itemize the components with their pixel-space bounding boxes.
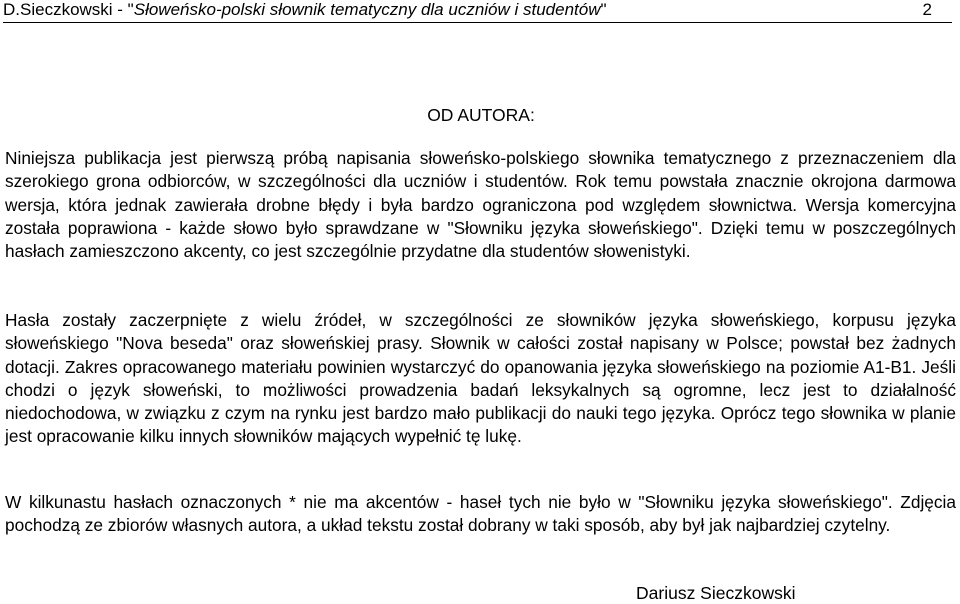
section-heading-text: OD AUTORA: [427, 105, 535, 125]
page-number: 2 [922, 0, 932, 19]
paragraph-intro: Niniejsza publikacja jest pierwszą próbą napisania słoweńsko-polskiego słownika tematycznego z przeznaczeniem dla szerokiego grona odbiorców, w szczególności dla uczniów i studentów. Rok temu powstała znacznie okrojona darmowa wersja, która jednak zawierała drobne błędy i była bardzo ograniczona pod względem słownictwa. Wersja komercyjna została poprawiona - każde słowo było sprawdzane w "Słowniku języka słoweńskiego". Dzięki temu w poszczególnych hasłach zamieszczono akcenty, co jest szczególnie przydatne dla studentów słowenistyki. [5, 148, 956, 262]
page-header [3, 0, 952, 23]
paragraph-notes: W kilkunastu hasłach oznaczonych * nie ma akcentów - haseł tych nie było w "Słowniku języka słoweńskiego". Zdjęcia pochodzą ze zbiorów własnych autora, a układ tekstu został dobrany w taki sposób, aby był jak najbardziej czytelny. [5, 492, 956, 536]
section-heading [0, 104, 960, 126]
title-prefix: D.Sieczkowski - " [3, 0, 134, 19]
document-title [3, 0, 607, 20]
title-italic: Słoweńsko-polski słownik tematyczny dla uczniów i studentów [133, 0, 601, 19]
author-signature: Dariusz Sieczkowski [636, 583, 796, 603]
title-suffix: " [600, 0, 607, 19]
paragraph-sources: Hasła zostały zaczerpnięte z wielu źródeł, w szczególności ze słowników języka słoweńskiego, korpusu języka słoweńskiego "Nova beseda" oraz słoweńskiej prasy. Słownik w całości został napisany w Polsce; powstał bez żadnych dotacji. Zakres opracowanego materiału powinien wystarczyć do opanowania języka słoweńskiego na poziomie A1-B1. Jeśli chodzi o język słoweński, to możliwości prowadzenia badań leksykalnych są ogromne, lecz jest to działalność niedochodowa, w związku z czym na rynku jest bardzo mało publikacji do nauki tego języka. Oprócz tego słownika w planie jest opracowanie kilku innych słowników mających wypełnić tę lukę. [5, 310, 956, 447]
